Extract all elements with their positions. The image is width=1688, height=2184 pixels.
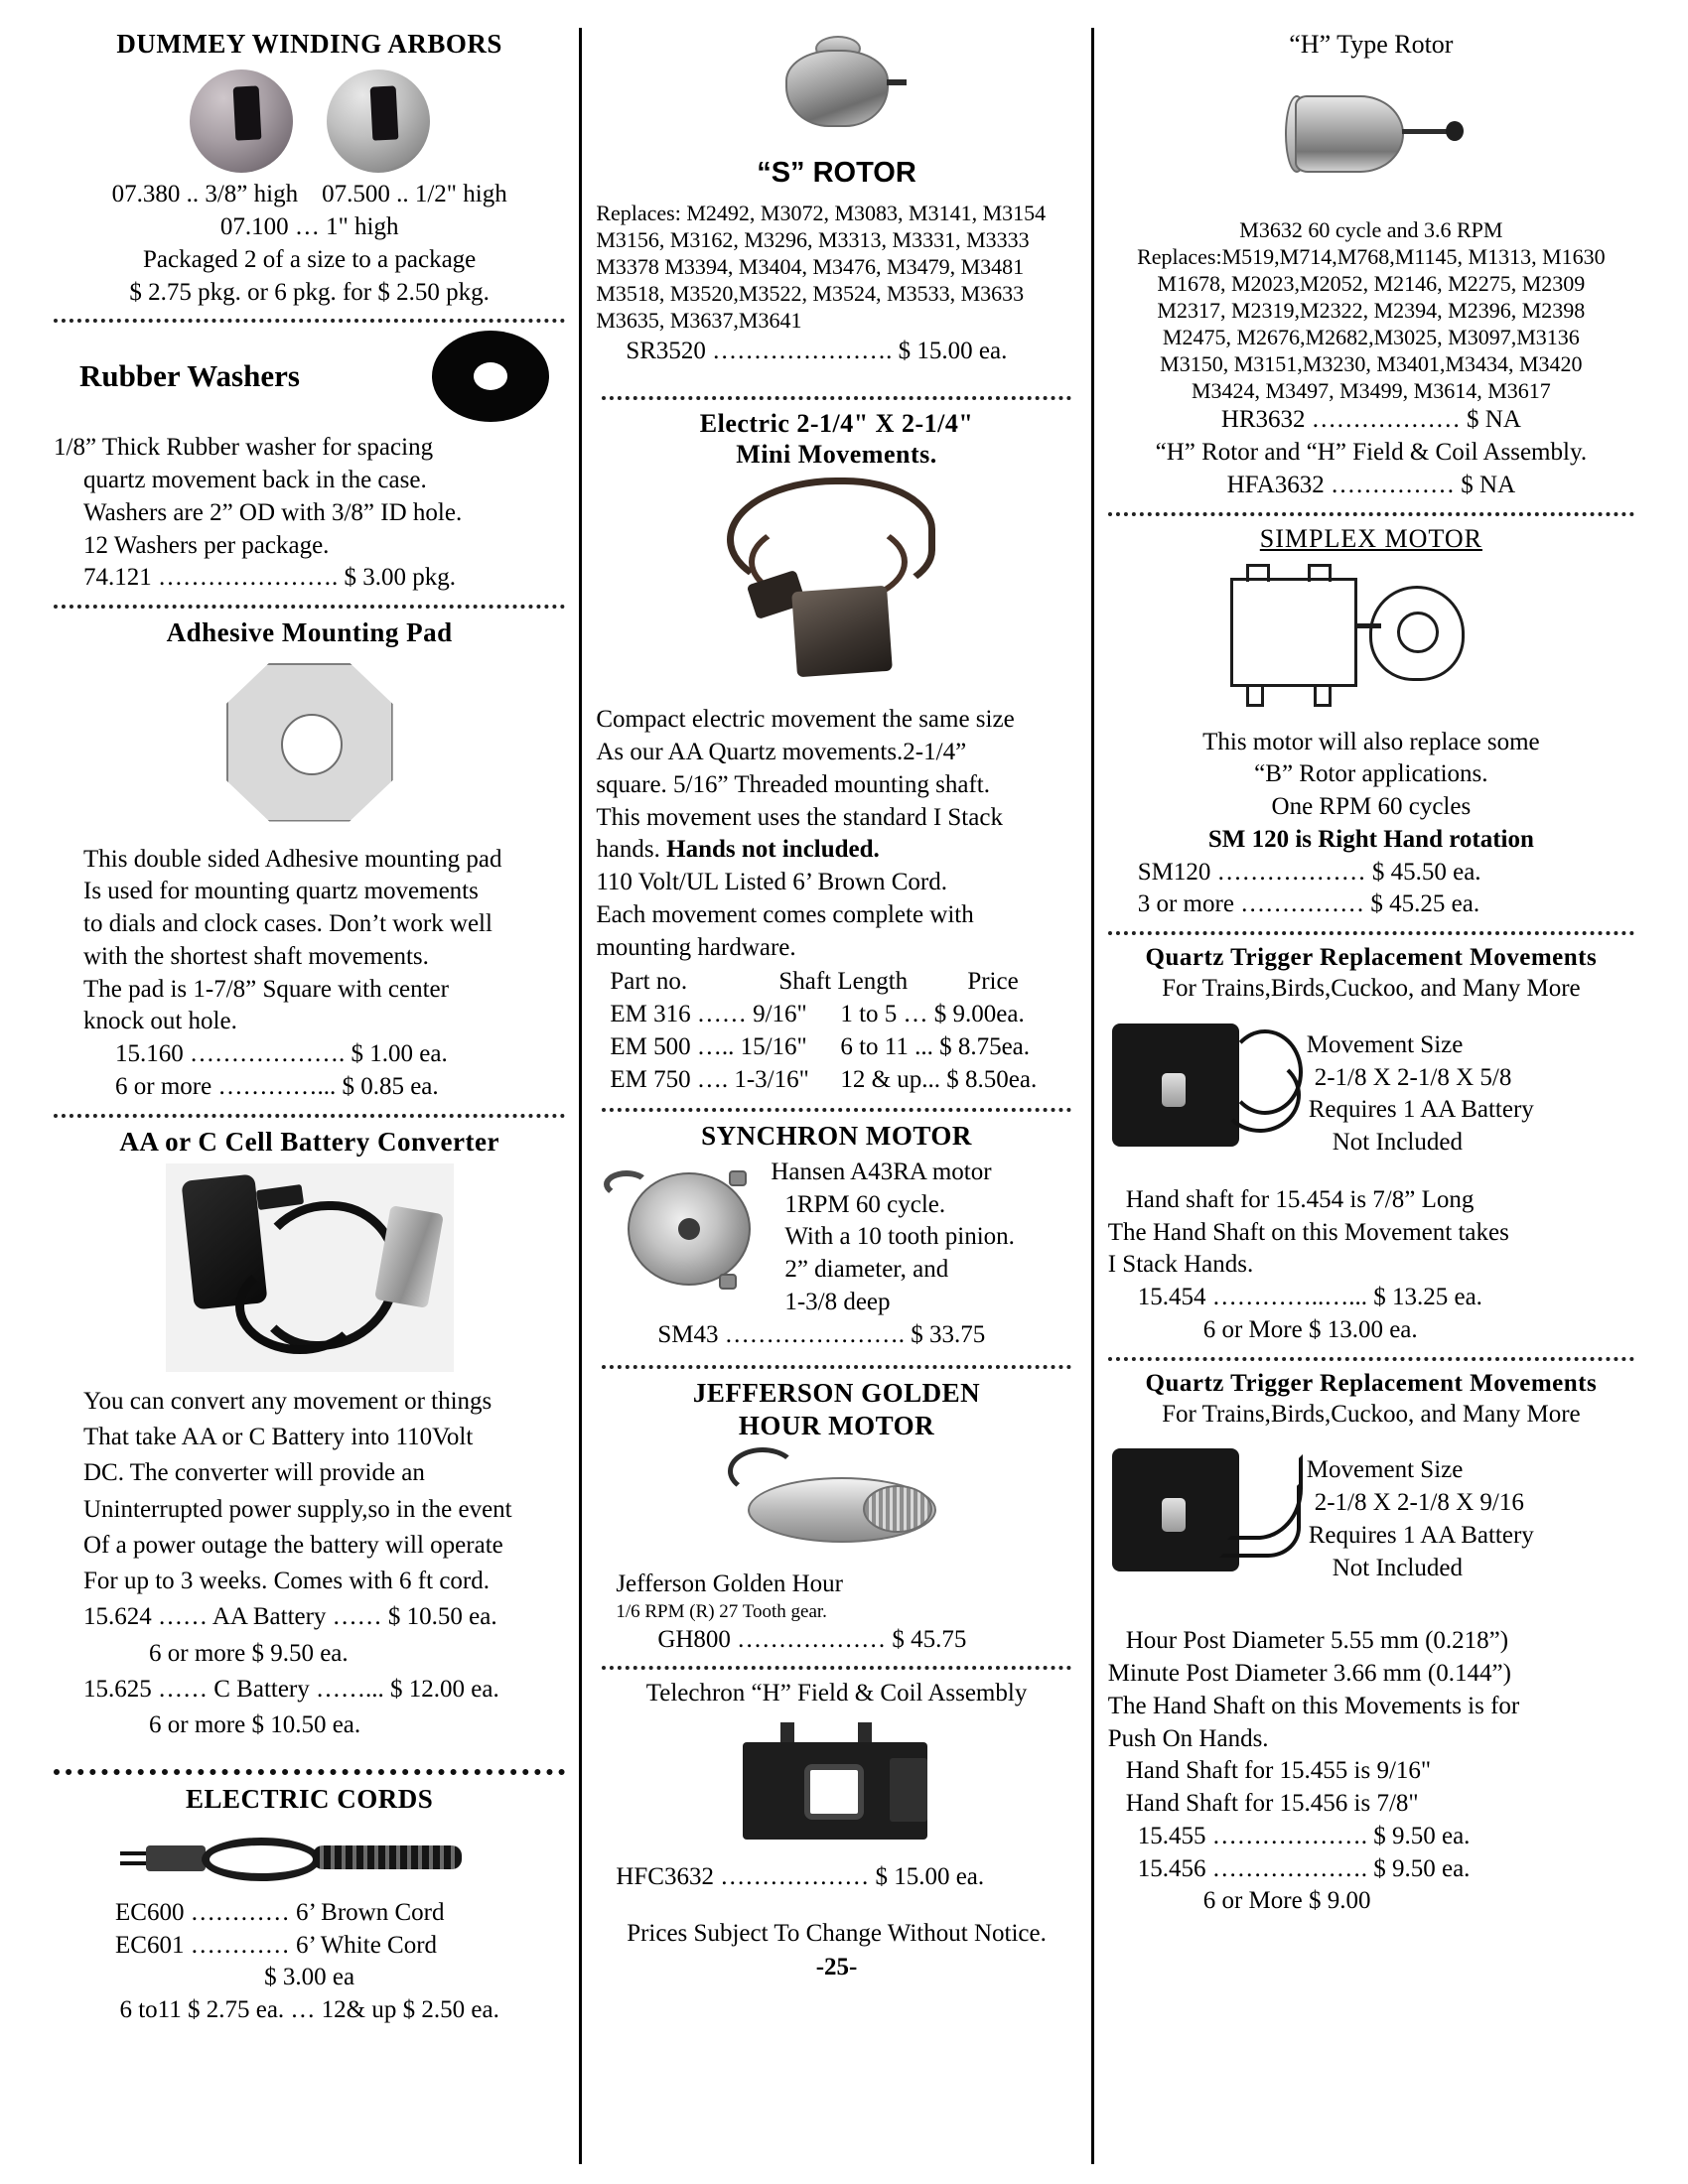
dummey-arbors-image (54, 69, 565, 173)
plug-prong-icon (255, 1184, 303, 1210)
dummey-arbors-title: DUMMEY WINDING ARBORS (116, 29, 502, 59)
h-rotor-price-hfa3632: HFA3632 …………… $ NA (1226, 471, 1516, 498)
quartz2-specs (1307, 1431, 1634, 1584)
electric-cords-title: ELECTRIC CORDS (186, 1784, 434, 1815)
jefferson-title-2: HOUR MOTOR (738, 1410, 935, 1440)
quartz2-price-3: 6 or More $ 9.00 (1202, 1887, 1371, 1915)
pad-price-1: 15.160 ………………. $ 1.00 ea. (115, 1040, 448, 1068)
telechron-price: HFC3632 ……………… $ 15.00 ea. (616, 1863, 985, 1891)
cord-price: $ 3.00 ea (264, 1964, 355, 1991)
quartz1-desc-2: The Hand Shaft on this Movement takes (1107, 1218, 1509, 1246)
mini-desc-3: square. 5/16” Threaded mounting shaft. (596, 770, 990, 798)
divider-5 (602, 396, 1070, 400)
table-row (596, 1031, 1076, 1064)
page-number: -25- (815, 1953, 858, 1980)
rubber-washer-image (416, 331, 565, 422)
washer-desc-2: quartz movement back in the case. (83, 467, 427, 494)
washer-icon (432, 331, 549, 422)
motor-can-icon (628, 1172, 751, 1286)
mini-row-2-price: 12 & up... $ 8.50ea. (840, 1065, 1038, 1093)
section-dummey-winding-arbors (54, 28, 565, 309)
cord-qty-price: 6 to11 $ 2.75 ea. … 12& up $ 2.50 ea. (119, 1996, 499, 2024)
quartz2-minute-post: Minute Post Diameter 3.66 mm (0.144”) (1107, 1660, 1511, 1688)
arbor-packaging: Packaged 2 of a size to a package (143, 245, 477, 273)
pad-desc-2: Is used for mounting quartz movements (83, 878, 479, 905)
synchron-motor-image (602, 1155, 771, 1303)
mini-table-header (596, 966, 1076, 999)
pad-desc-1: This double sided Adhesive mounting pad (83, 845, 502, 873)
divider-6 (602, 1108, 1070, 1112)
plug-icon (146, 1845, 206, 1871)
quartz-wire-icon-2 (1219, 1057, 1301, 1133)
jefferson-motor-image (708, 1447, 966, 1567)
simplex-rotation-note: SM 120 is Right Hand rotation (1207, 825, 1534, 853)
simplex-leg-icon-2 (1314, 687, 1332, 707)
h-rotor-title: “H” Type Rotor (1289, 30, 1454, 59)
h-rotor-assembly-note: “H” Rotor and “H” Field & Coil Assembly. (1155, 439, 1588, 467)
mini-col-shaft-length: Shaft Length (778, 968, 909, 996)
arbor-size-380: 07.380 .. 3/8” high (111, 181, 299, 208)
s-rotor-image (770, 32, 905, 151)
mini-hands-not-included: Hands not included. (666, 836, 880, 864)
jefferson-desc-1: Jefferson Golden Hour (616, 1570, 843, 1598)
adhesive-pad-icon (226, 663, 393, 822)
quartz1-specs (1307, 1006, 1634, 1160)
arbor-icon-small (190, 69, 293, 173)
converter-desc-3: DC. The converter will provide an (83, 1459, 425, 1487)
pad-desc-6: knock out hole. (83, 1008, 237, 1035)
synchron-spec-2: 1RPM 60 cycle. (784, 1190, 946, 1218)
h-rotor-spec: M3632 60 cycle and 3.6 RPM (1239, 217, 1503, 243)
simplex-motor-title: SIMPLEX MOTOR (1259, 523, 1482, 553)
cord-ec601: EC601 ………… 6’ White Cord (115, 1931, 438, 1959)
battery-converter-image (166, 1163, 454, 1372)
mini-desc-1: Compact electric movement the same size (596, 706, 1015, 734)
quartz1-size-label: Movement Size (1306, 1030, 1464, 1058)
simplex-frame-icon (1230, 578, 1357, 687)
converter-desc-4: Uninterrupted power supply,so in the event (83, 1495, 512, 1523)
quartz2-size-value: 2-1/8 X 2-1/8 X 9/16 (1314, 1489, 1524, 1517)
mini-col-price: Price (967, 968, 1019, 996)
s-rotor-replaces-1: M3156, M3162, M3296, M3313, M3331, M3333 (596, 227, 1030, 253)
s-rotor-replaces-4: M3635, M3637,M3641 (596, 308, 802, 334)
cord-ec600: EC600 ………… 6’ Brown Cord (115, 1898, 445, 1926)
movement-body-icon (791, 586, 893, 677)
quartz1-price-1: 15.454 …………..…... $ 13.25 ea. (1137, 1284, 1482, 1311)
s-rotor-title: “S” ROTOR (757, 157, 916, 189)
divider-7 (602, 1365, 1070, 1369)
simplex-desc-3: One RPM 60 cycles (1271, 793, 1472, 821)
battery-cell-icon (374, 1205, 444, 1308)
quartz2-desc-3: The Hand Shaft on this Movements is for (1107, 1692, 1520, 1719)
telechron-title: Telechron “H” Field & Coil Assembly (645, 1680, 1028, 1707)
quartz2-price-2: 15.456 ………………. $ 9.50 ea. (1137, 1854, 1471, 1882)
arbor-price: $ 2.75 pkg. or 6 pkg. for $ 2.50 pkg. (129, 278, 490, 306)
cable-loop-icon-2 (235, 1259, 364, 1354)
quartz2-row (1108, 1431, 1634, 1609)
quartz2-movement-image (1108, 1431, 1307, 1609)
quartz2-size-label: Movement Size (1306, 1456, 1464, 1484)
cord-coil-icon (202, 1838, 321, 1881)
mini-movements-title-1: Electric 2-1/4" X 2-1/4" (699, 408, 974, 438)
simplex-desc-2: “B” Rotor applications. (1254, 760, 1488, 788)
h-rotor-replaces-0: Replaces:M519,M714,M768,M1145, M1313, M1630 (1137, 244, 1606, 270)
washer-price: 74.121 …………………. $ 3.00 pkg. (83, 564, 456, 592)
quartz1-size-value: 2-1/8 X 2-1/8 X 5/8 (1314, 1063, 1512, 1091)
arbor-size-100: 07.100 … 1" high (219, 213, 399, 241)
divider-2 (54, 605, 565, 609)
s-rotor-price: SR3520 …………………. $ 15.00 ea. (626, 338, 1008, 365)
section-jefferson-golden-hour (596, 1377, 1076, 1656)
h-rotor-body-icon (1295, 95, 1404, 173)
s-rotor-replaces-2: M3378 M3394, M3404, M3476, M3479, M3481 (596, 254, 1025, 280)
quartz2-battery-1: Requires 1 AA Battery (1308, 1521, 1534, 1549)
converter-price-c: 15.625 …… C Battery ……... $ 12.00 ea. (83, 1675, 499, 1703)
section-rubber-washers (54, 331, 565, 595)
arbor-icon-large (327, 69, 430, 173)
converter-price-aa-bulk: 6 or more $ 9.50 ea. (149, 1639, 349, 1667)
h-rotor-replaces-1: M1678, M2023,M2052, M2146, M2275, M2309 (1157, 271, 1586, 297)
mini-desc-6: 110 Volt/UL Listed 6’ Brown Cord. (596, 869, 948, 896)
jefferson-price: GH800 ……………… $ 45.75 (657, 1625, 967, 1653)
simplex-gear-inner-icon (1397, 612, 1439, 653)
simplex-price-2: 3 or more …………… $ 45.25 ea. (1137, 890, 1480, 918)
h-rotor-price-hr3632: HR3632 ……………… $ NA (1220, 406, 1521, 434)
mini-desc-2: As our AA Quartz movements.2-1/4” (596, 739, 967, 766)
mini-row-1-price: 6 to 11 ... $ 8.75ea. (840, 1032, 1031, 1060)
jefferson-gear-rim-icon (863, 1485, 932, 1533)
converter-desc-1: You can convert any movement or things (83, 1387, 492, 1415)
h-rotor-image (1277, 71, 1466, 210)
quartz2-subtitle: For Trains,Birds,Cuckoo, and Many More (1162, 1400, 1581, 1428)
simplex-leg-icon-1 (1246, 687, 1264, 707)
simplex-desc-1: This motor will also replace some (1202, 728, 1540, 755)
quartz1-movement-image (1108, 1006, 1307, 1184)
quartz1-title: Quartz Trigger Replacement Movements (1145, 944, 1598, 972)
section-s-rotor (596, 32, 1076, 368)
quartz1-price-2: 6 or More $ 13.00 ea. (1202, 1315, 1418, 1343)
h-rotor-replaces-5: M3424, M3497, M3499, M3614, M3617 (1191, 378, 1551, 404)
synchron-spec-5: 1-3/8 deep (784, 1288, 891, 1315)
quartz2-shaft-456: Hand Shaft for 15.456 is 7/8" (1125, 1790, 1419, 1818)
divider-1 (54, 319, 565, 323)
telechron-assembly-image (733, 1718, 941, 1857)
converter-price-c-bulk: 6 or more $ 10.50 ea. (149, 1711, 361, 1739)
section-battery-converter (54, 1126, 565, 1744)
converter-price-aa: 15.624 …… AA Battery …… $ 10.50 ea. (83, 1603, 497, 1631)
section-simplex-motor (1108, 524, 1634, 922)
motor-tab-icon-2 (719, 1274, 737, 1290)
arbor-size-500: 07.500 .. 1/2" high (322, 181, 507, 208)
divider-8 (602, 1666, 1070, 1670)
mini-col-part-no: Part no. (610, 968, 688, 996)
synchron-price: SM43 …………………. $ 33.75 (657, 1320, 986, 1348)
section-electric-cords (54, 1783, 565, 2026)
column-two (579, 28, 1093, 2164)
pad-desc-4: with the shortest shaft movements. (83, 942, 429, 970)
converter-desc-2: That take AA or C Battery into 110Volt (83, 1424, 474, 1451)
divider-9 (1108, 512, 1634, 516)
quartz2-battery-2: Not Included (1332, 1554, 1463, 1581)
mini-desc-7: Each movement comes complete with (596, 900, 974, 928)
washers-head-row (54, 331, 565, 422)
divider-3 (54, 1114, 565, 1118)
synchron-spec-4: 2” diameter, and (784, 1256, 949, 1283)
divider-10 (1108, 931, 1634, 935)
mini-movement-image (713, 474, 961, 702)
quartz1-desc-3: I Stack Hands. (1107, 1251, 1254, 1279)
synchron-spec-3: With a 10 tooth pinion. (784, 1223, 1015, 1251)
pad-desc-5: The pad is 1-7/8” Square with center (83, 975, 449, 1003)
section-mini-movements (596, 408, 1076, 1096)
converter-desc-6: For up to 3 weeks. Comes with 6 ft cord. (83, 1568, 490, 1595)
section-quartz-trigger-1 (1108, 943, 1634, 1347)
synchron-spec-1: Hansen A43RA motor (771, 1158, 992, 1185)
quartz2-hour-post: Hour Post Diameter 5.55 mm (0.218”) (1125, 1627, 1509, 1655)
quartz1-row (1108, 1006, 1634, 1184)
quartz-hand-post-icon (1162, 1498, 1186, 1532)
coil-side-icon (890, 1758, 927, 1822)
column-three (1094, 28, 1648, 2164)
section-quartz-trigger-2 (1108, 1369, 1634, 1919)
battery-converter-title: AA or C Cell Battery Converter (119, 1126, 499, 1157)
s-rotor-replaces-3: M3518, M3520,M3522, M3524, M3533, M3633 (596, 281, 1025, 307)
simplex-price-1: SM120 ……………… $ 45.50 ea. (1137, 858, 1481, 886)
synchron-specs (771, 1153, 1076, 1319)
rubber-washers-title: Rubber Washers (79, 358, 300, 394)
motor-tab-icon-1 (729, 1170, 747, 1186)
mini-row-1-part: EM 500 ….. 15/16" (610, 1032, 807, 1060)
quartz1-battery-2: Not Included (1332, 1129, 1463, 1157)
simplex-motor-image (1222, 564, 1520, 713)
mini-desc-5 (596, 834, 1076, 867)
jefferson-title-1: JEFFERSON GOLDEN (692, 1378, 981, 1409)
table-row (596, 1064, 1076, 1097)
pad-price-2: 6 or more …………... $ 0.85 ea. (115, 1072, 439, 1100)
adhesive-pad-title: Adhesive Mounting Pad (166, 617, 453, 648)
mini-desc-5a: hands. (596, 836, 667, 864)
h-rotor-replaces-4: M3150, M3151,M3230, M3401,M3434, M3420 (1160, 351, 1583, 377)
quartz2-shaft-455: Hand Shaft for 15.455 is 9/16" (1125, 1757, 1432, 1785)
section-synchron-motor (596, 1120, 1076, 1351)
coil-hole-icon (804, 1764, 864, 1820)
washer-desc-3: Washers are 2” OD with 3/8” ID hole. (83, 498, 463, 526)
cord-wrap-icon (313, 1845, 462, 1869)
mini-row-0-price: 1 to 5 … $ 9.00ea. (840, 1001, 1025, 1028)
electric-cord-image (146, 1824, 474, 1893)
quartz1-desc-1: Hand shaft for 15.454 is 7/8” Long (1125, 1185, 1475, 1213)
pad-desc-3: to dials and clock cases. Don’t work well (83, 910, 492, 938)
h-rotor-knob-icon (1446, 121, 1464, 141)
quartz-hand-post-icon (1162, 1073, 1186, 1107)
mini-movements-title-2: Mini Movements. (736, 440, 937, 470)
table-row (596, 999, 1076, 1031)
synchron-row (596, 1153, 1076, 1319)
prices-subject-note: Prices Subject To Change Without Notice. (627, 1919, 1047, 1947)
rotor-body-icon (785, 50, 889, 127)
washer-desc-4: 12 Washers per package. (83, 531, 330, 559)
quartz2-title: Quartz Trigger Replacement Movements (1145, 1369, 1598, 1397)
column-one (40, 28, 579, 2164)
mini-desc-8: mounting hardware. (596, 933, 796, 961)
quartz-wire-icon-2 (1219, 1482, 1301, 1558)
quartz2-price-1: 15.455 ………………. $ 9.50 ea. (1137, 1822, 1471, 1849)
h-rotor-replaces-2: M2317, M2319,M2322, M2394, M2396, M2398 (1157, 298, 1586, 324)
section-telechron-field-coil (596, 1678, 1076, 1894)
arbor-size-row (54, 179, 565, 211)
mini-desc-4: This movement uses the standard I Stack (596, 803, 1003, 831)
divider-4 (54, 1769, 565, 1775)
divider-11 (1108, 1357, 1634, 1361)
mini-row-2-part: EM 750 …. 1-3/16" (610, 1065, 809, 1093)
quartz2-desc-4: Push On Hands. (1107, 1724, 1269, 1752)
rotor-pin-icon (887, 79, 907, 85)
synchron-motor-title: SYNCHRON MOTOR (701, 1121, 972, 1152)
section-h-type-rotor (1108, 28, 1634, 502)
quartz1-battery-1: Requires 1 AA Battery (1308, 1096, 1534, 1124)
mini-row-0-part: EM 316 …… 9/16" (610, 1001, 807, 1028)
section-adhesive-pad (54, 616, 565, 1103)
washer-desc-1: 1/8” Thick Rubber washer for spacing (54, 434, 434, 462)
jefferson-desc-2: 1/6 RPM (R) 27 Tooth gear. (616, 1600, 827, 1622)
converter-desc-5: Of a power outage the battery will operate (83, 1531, 503, 1559)
s-rotor-replaces-0: Replaces: M2492, M3072, M3083, M3141, M3154 (596, 201, 1047, 225)
quartz1-subtitle: For Trains,Birds,Cuckoo, and Many More (1162, 975, 1581, 1003)
h-rotor-replaces-3: M2475, M2676,M2682,M3025, M3097,M3136 (1162, 325, 1580, 350)
